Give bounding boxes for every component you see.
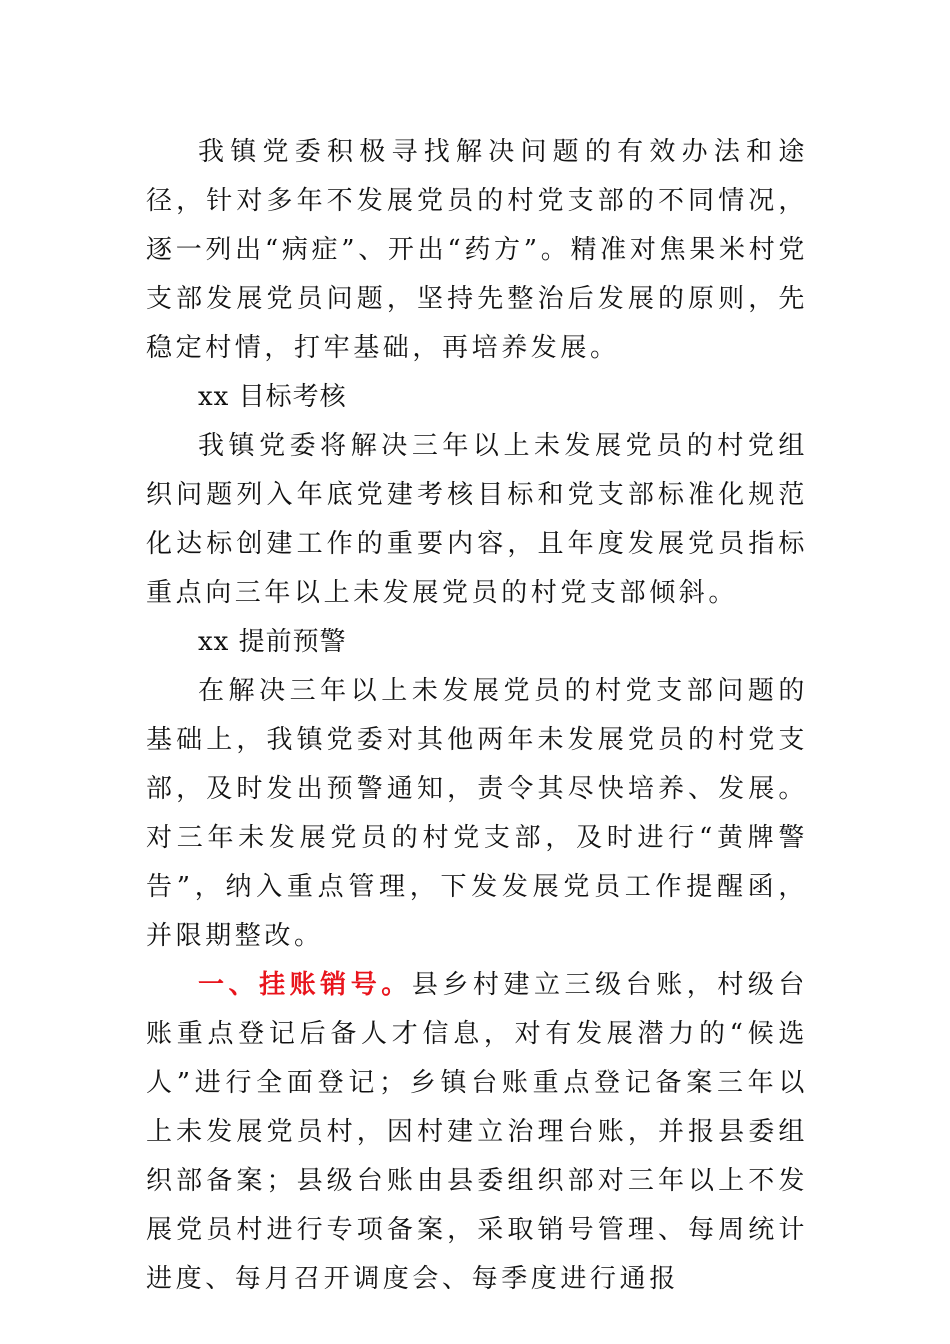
paragraph-problem-solving: 我镇党委积极寻找解决问题的有效办法和途径，针对多年不发展党员的村党支部的不同情况，逐一列出“病症”、开出“药方”。精准对焦果米村党支部发展党员问题，坚持先整治后发展的原则，先稳定村情，打牢基础，再培养发展。 bbox=[146, 137, 808, 363]
paragraph-account-cancellation-text: 县乡村建立三级台账，村级台账重点登记后备人才信息，对有发展潜力的“候选人”进行全面登记；乡镇台账重点登记备案三年以上未发展党员村，因村建立治理台账，并报县委组织部备案；县级台账由县委组织部对三年以上不发展党员村进行专项备案，采取销号管理、每周统计进度、每月召开调度会、每季度进行通报 bbox=[146, 970, 808, 1294]
red-lead-heading: 一、挂账销号。 bbox=[198, 970, 412, 1000]
paragraph-early-warning: 在解决三年以上未发展党员的村党支部问题的基础上，我镇党委对其他两年未发展党员的村党支部，及时发出预警通知，责令其尽快培养、发展。对三年未发展党员的村党支部，及时进行“黄牌警告”，纳入重点管理，下发发展党员工作提醒函，并限期整改。 bbox=[146, 676, 808, 951]
document-body bbox=[146, 128, 808, 1304]
paragraph-account-cancellation bbox=[146, 961, 808, 1304]
paragraph-target-assessment: 我镇党委将解决三年以上未发展党员的村党组织问题列入年底党建考核目标和党支部标准化规范化达标创建工作的重要内容，且年度发展党员指标重点向三年以上未发展党员的村党支部倾斜。 bbox=[146, 431, 808, 608]
section-heading-target-assessment: xx 目标考核 bbox=[198, 382, 347, 412]
section-heading-early-warning: xx 提前预警 bbox=[198, 627, 347, 657]
